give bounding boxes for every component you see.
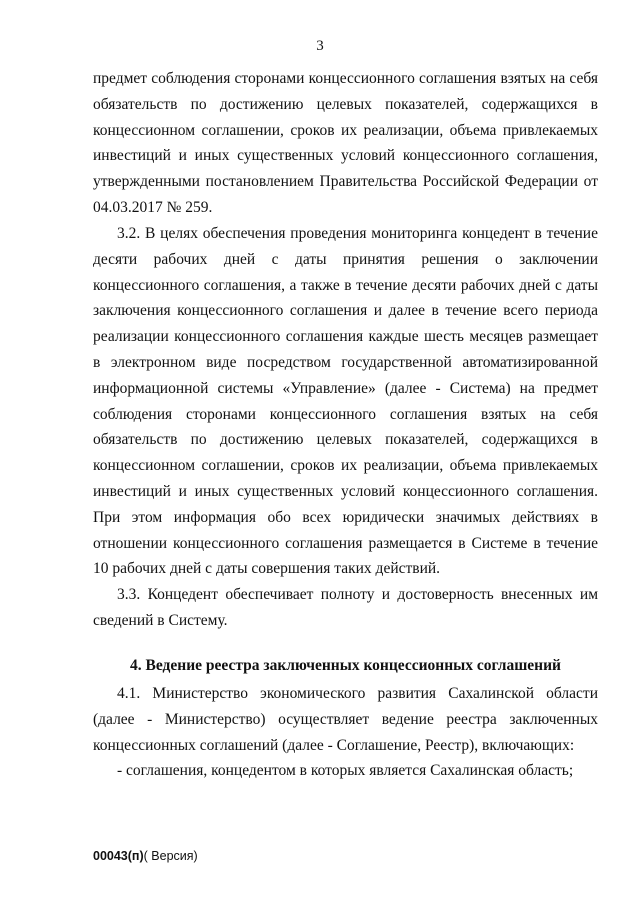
document-code: 00043(п) — [93, 849, 144, 863]
list-item — [93, 758, 598, 784]
paragraph-text: 3.3. Концедент обеспечивает полноту и достоверность внесенных им сведений в Систему. — [93, 586, 598, 629]
paragraph-text: предмет соблюдения сторонами концессионного соглашения взятых на себя обязательств по достижению целевых показателей, содержащихся в концессионном соглашении, сроков их реализации, объема привлекаемых инвестиций и иных существенных условий концессионного соглашения, утвержденными постановлением Правительства Российской Федерации от 04.03.2017 № 259. — [93, 70, 598, 216]
paragraph-continuation — [93, 66, 598, 221]
paragraph-text: 4.1. Министерство экономического развития Сахалинской области (далее - Министерство) осуществляет ведение реестра заключенных концессионных соглашений (далее - Соглашение, Реестр), включающих: — [93, 685, 598, 754]
document-footer — [93, 849, 198, 863]
section-4-heading: 4. Ведение реестра заключенных концессионных соглашений — [130, 657, 561, 674]
document-version: ( Версия) — [143, 849, 198, 863]
list-item-text: - соглашения, концедентом в которых является Сахалинская область; — [117, 762, 574, 779]
page-number: 3 — [316, 38, 324, 54]
paragraph-4-1 — [93, 681, 598, 758]
paragraph-3-2 — [93, 221, 598, 582]
paragraph-text: 3.2. В целях обеспечения проведения мониторинга концедент в течение десяти рабочих дней с даты принятия решения о заключении концессионного соглашения, а также в течение десяти рабочих дней с даты заключения концессионного соглашения и далее в течение всего периода реализации концессионного соглашения каждые шесть месяцев размещает в электронном виде посредством государственной автоматизированной информационной системы «Управление» (далее - Система) на предмет соблюдения сторонами концессионного соглашения взятых на себя обязательств по достижению целевых показателей, содержащихся в концессионном соглашении, сроков их реализации, объема привлекаемых инвестиций и иных существенных условий концессионного соглашения. При этом информация обо всех юридически значимых действиях в отношении концессионного соглашения размещается в Системе в течение 10 рабочих дней с даты совершения таких действий. — [93, 225, 598, 578]
paragraph-3-3 — [93, 582, 598, 634]
